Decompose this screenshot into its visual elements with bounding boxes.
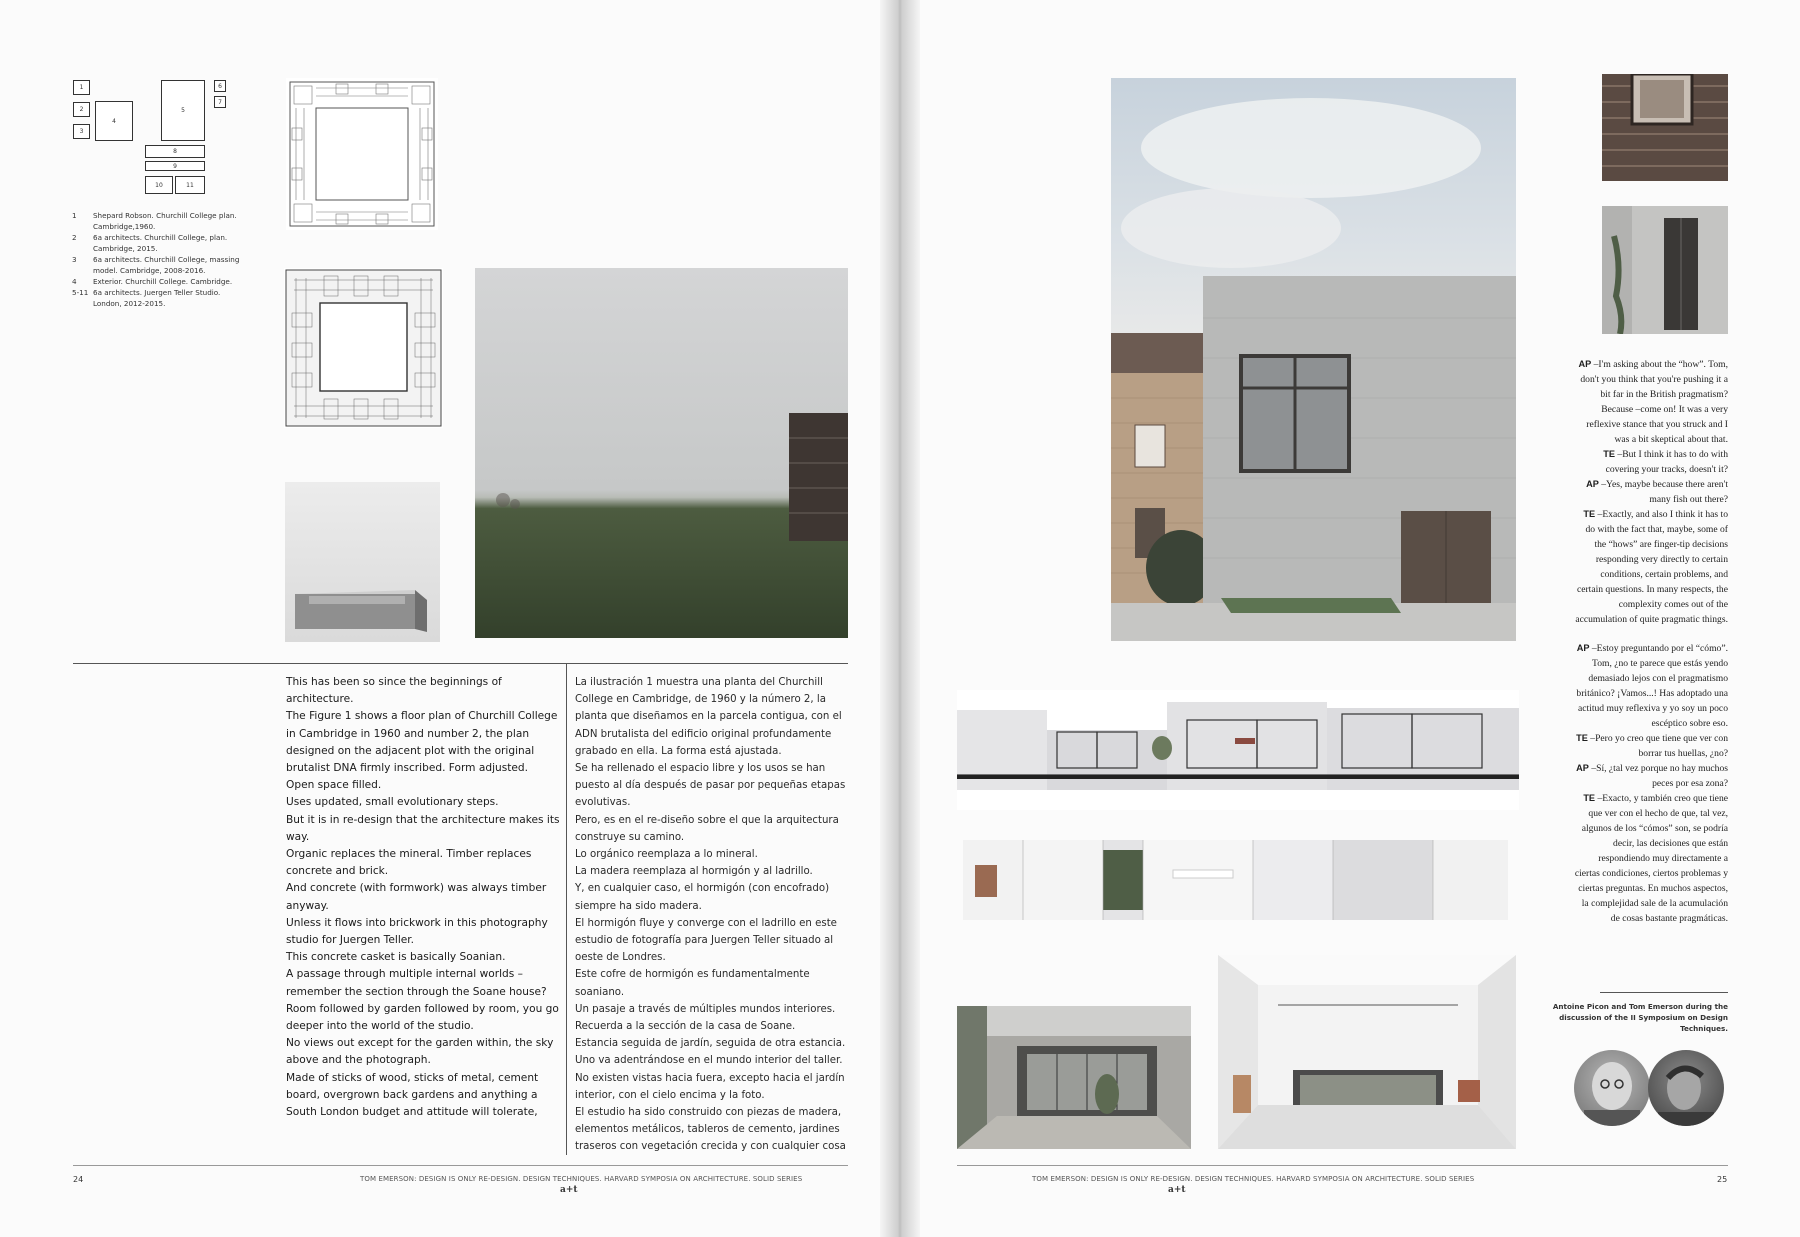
interview-line: –Exactly, and also I think it has to do with the fact that, maybe, some of the “hows” are finger-tip decisions responding very directly to certain conditions, certain problems, and certain questions. In many respects, the complexity comes out of the accumulation of quite pragmatic things. — [1575, 509, 1728, 625]
speaker-label: AP — [1576, 643, 1590, 653]
interview-turn — [1572, 507, 1728, 627]
studio-exterior-photo — [1111, 78, 1516, 641]
body-text-spanish — [575, 674, 850, 1156]
interview-turn — [1572, 357, 1728, 447]
paragraph: And concrete (with formwork) was always timber anyway. — [286, 882, 547, 912]
figure-index-box-9: 9 — [145, 161, 205, 171]
figure-index-box-6: 6 — [214, 80, 226, 92]
caption-row — [72, 254, 242, 276]
interview-spacer — [1572, 627, 1728, 641]
magazine-logo-right: a+t — [1168, 1185, 1186, 1195]
caption-number: 4 — [72, 277, 77, 286]
interview-line: –I'm asking about the “how”. Tom, don't you think that you're pushing it a bit far in the British pragmatism? Because –come on! It was a very reflexive stance that you struck and I was a bit skeptical about that. — [1580, 359, 1728, 445]
paragraph: Uses updated, small evolutionary steps. — [286, 796, 499, 809]
studio-plan-drawing — [963, 840, 1508, 920]
figure-index-box-2: 2 — [73, 102, 90, 117]
paragraph: No views out except for the garden within, the sky above and the photograph. — [286, 1037, 554, 1067]
interview-line: –Pero yo creo que tiene que ver con borrar tus huellas, ¿no? — [1590, 733, 1728, 759]
footer-rule — [73, 1165, 848, 1166]
paragraph: Organic replaces the mineral. Timber replaces concrete and brick. — [286, 848, 532, 878]
churchill-plan-2015 — [284, 268, 443, 428]
caption-row — [72, 210, 242, 232]
paragraph: Made of sticks of wood, sticks of metal, cement board, overgrown back gardens and anything a South London budget and attitude will tolerate, — [286, 1071, 539, 1119]
paragraph: But it is in re-design that the architecture makes its way. — [286, 813, 560, 843]
credit-rule — [1600, 992, 1728, 993]
speaker-label: AP — [1576, 763, 1589, 773]
paragraph: Open space filled. — [286, 779, 382, 792]
churchill-exterior-photo — [475, 268, 848, 638]
speaker-label: AP — [1578, 359, 1592, 369]
studio-facade-detail-photo — [1602, 206, 1728, 334]
photo-credit: Antoine Picon and Tom Emerson during the discussion of the II Symposium on Design Techniques. — [1552, 1002, 1728, 1033]
portrait-tom-emerson — [1648, 1050, 1724, 1126]
caption-number: 5-11 — [72, 288, 89, 297]
paragraph: La madera reemplaza al hormigón y al ladrillo. — [575, 866, 813, 878]
paragraph: This has been so since the beginnings of architecture. — [286, 676, 502, 706]
caption-text: Exterior. Churchill College. Cambridge. — [93, 277, 233, 286]
speaker-label: AP — [1586, 479, 1599, 489]
figure-index-box-11: 11 — [175, 176, 205, 194]
paragraph: Este cofre de hormigón es fundamentalmente soaniano. — [575, 969, 810, 998]
caption-text: 6a architects. Churchill College, plan. Cambridge, 2015. — [93, 233, 228, 253]
page-number-left: 24 — [73, 1175, 84, 1184]
paragraph: El estudio ha sido construido con piezas de madera, elementos metálicos, tableros de cemento, jardines traseros con vegetación crecida y con cualquier cosa — [575, 1107, 846, 1153]
paragraph: Se ha rellenado el espacio libre y los usos se han puesto al día después de pasar por pequeñas etapas evolutivas. — [575, 763, 846, 809]
portrait-antoine-picon — [1574, 1050, 1650, 1126]
interview-turn — [1572, 641, 1728, 731]
studio-window-detail-photo — [1602, 74, 1728, 181]
caption-number: 3 — [72, 255, 77, 264]
churchill-plan-1960 — [286, 78, 438, 230]
interview-text — [1572, 357, 1728, 926]
paragraph: Un pasaje a través de múltiples mundos interiores. Recuerda a la sección de la casa de Soane. — [575, 1003, 836, 1033]
figure-index-box-4: 4 — [95, 101, 133, 141]
running-footer-right: TOM EMERSON: DESIGN IS ONLY RE-DESIGN. DESIGN TECHNIQUES. HARVARD SYMPOSIA ON ARCHITECTURE. SOLID SERIES — [1032, 1175, 1475, 1183]
studio-courtyard-render — [957, 1006, 1191, 1149]
interview-turn — [1572, 477, 1728, 507]
paragraph: Room followed by garden followed by room, you go deeper into the world of the studio. — [286, 1002, 559, 1033]
column-divider — [566, 663, 567, 1155]
section-rule — [73, 663, 848, 664]
paragraph: This concrete casket is basically Soanian. — [286, 951, 506, 964]
running-footer-left: TOM EMERSON: DESIGN IS ONLY RE-DESIGN. DESIGN TECHNIQUES. HARVARD SYMPOSIA ON ARCHITECTURE. SOLID SERIES — [360, 1175, 803, 1183]
paragraph: La ilustración 1 muestra una planta del Churchill College en Cambridge, de 1960 y la número 2, la planta que diseñamos en la parcela contigua, con el ADN brutalista del edificio original profundamente grabado en ella. La forma está ajustada. — [575, 677, 842, 757]
interview-turn — [1572, 447, 1728, 477]
caption-row — [72, 276, 242, 287]
interview-line: –Sí, ¿tal vez porque no hay muchos peces por esa zona? — [1591, 763, 1728, 789]
figure-captions — [72, 210, 242, 309]
caption-text: 6a architects. Churchill College, massing model. Cambridge, 2008-2016. — [93, 255, 240, 275]
footer-rule — [957, 1165, 1728, 1166]
speaker-label: TE — [1603, 449, 1615, 459]
page-gutter — [880, 0, 920, 1237]
studio-section-drawing — [957, 690, 1519, 810]
massing-model-photo — [285, 482, 440, 642]
paragraph: Y, en cualquier caso, el hormigón (con encofrado) siempre ha sido madera. — [575, 883, 830, 912]
paragraph: The Figure 1 shows a floor plan of Churchill College in Cambridge in 1960 and number 2, the plan designed on the adjacent plot with the original brutalist DNA firmly inscribed. Form adjusted. — [286, 710, 558, 775]
interview-turn — [1572, 791, 1728, 926]
caption-number: 1 — [72, 211, 77, 220]
paragraph: Unless it flows into brickwork in this photography studio for Juergen Teller. — [286, 916, 548, 947]
studio-interior-render — [1218, 955, 1516, 1149]
caption-text: 6a architects. Juergen Teller Studio. London, 2012-2015. — [93, 288, 221, 308]
interview-turn — [1572, 731, 1728, 761]
paragraph: A passage through multiple internal worlds –remember the section through the Soane house? — [286, 968, 547, 998]
figure-index-box-1: 1 — [73, 80, 90, 95]
figure-index-box-7: 7 — [214, 96, 226, 108]
figure-index-box-8: 8 — [145, 145, 205, 158]
speaker-label: TE — [1576, 733, 1588, 743]
speaker-label: TE — [1583, 793, 1596, 803]
figure-index-box-3: 3 — [73, 124, 90, 139]
speaker-label: TE — [1583, 509, 1596, 519]
magazine-logo-left: a+t — [560, 1185, 578, 1195]
interview-line: –Estoy preguntando por el “cómo”. Tom, ¿no te parece que estás yendo demasiado lejos con el pragmatismo británico? ¡Vamos...! Has adoptado una actitud muy reflexiva y yo soy un poco escéptico sobre eso. — [1576, 643, 1728, 729]
caption-number: 2 — [72, 233, 77, 242]
caption-text: Shepard Robson. Churchill College plan. Cambridge,1960. — [93, 211, 237, 231]
interview-line: –Yes, maybe because there aren't many fish out there? — [1601, 479, 1728, 505]
body-text-english — [286, 674, 561, 1121]
paragraph: Pero, es en el re-diseño sobre el que la arquitectura construye su camino. — [575, 814, 839, 843]
page-number-right: 25 — [1717, 1175, 1728, 1184]
interview-line: –Exacto, y también creo que tiene que ver con el hecho de que, tal vez, algunos de los “cómos” son, se podría decir, las decisiones que están respondiendo muy directamente a ciertas condiciones, ciertos problemas y ciertas preguntas. En muchos aspectos, la complejidad sale de la acumulación de cosas bastante pragmáticas. — [1574, 793, 1728, 924]
paragraph: El hormigón fluye y converge con el ladrillo en este estudio de fotografía para Juergen Teller situado al oeste de Londres. — [575, 917, 837, 964]
paragraph: No existen vistas hacia fuera, excepto hacia el jardín interior, con el cielo encima y la foto. — [575, 1072, 845, 1101]
interview-line: –But I think it has to do with covering your tracks, doesn't it? — [1605, 449, 1728, 475]
paragraph: Estancia seguida de jardín, seguida de otra estancia. Uno va adentrándose en el mundo interior del taller. — [575, 1038, 846, 1067]
interview-turn — [1572, 761, 1728, 791]
figure-index-box-10: 10 — [145, 176, 173, 194]
caption-row — [72, 232, 242, 254]
caption-row — [72, 287, 242, 309]
paragraph: Lo orgánico reemplaza a lo mineral. — [575, 849, 758, 861]
figure-index-box-5: 5 — [161, 80, 205, 141]
